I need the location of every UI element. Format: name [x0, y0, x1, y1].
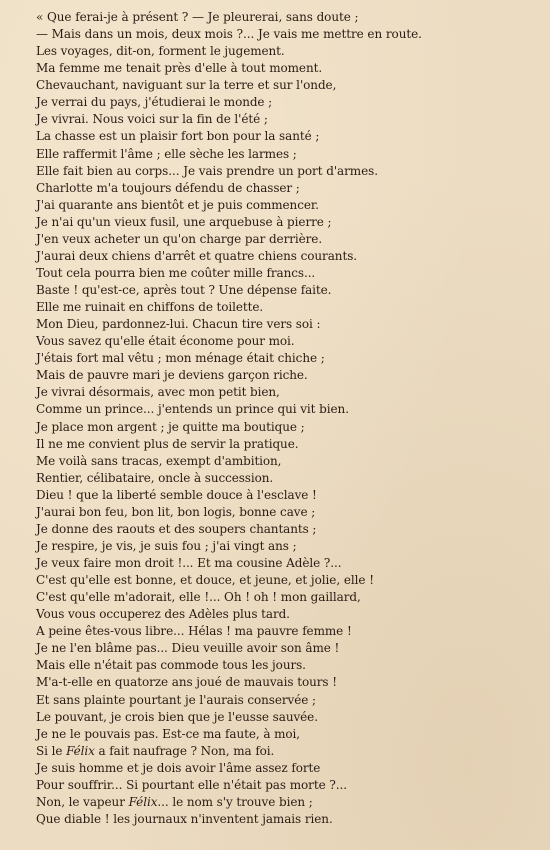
line-text: a fait naufrage ? Non, ma foi. [94, 743, 275, 758]
poem-line [36, 572, 548, 589]
poem-line [36, 777, 548, 794]
line-text: Je ne le pouvais pas. Est-ce ma faute, à moi, [36, 726, 301, 741]
line-text: Que diable ! les journaux n'inventent jamais rien. [36, 811, 333, 826]
poem-line [36, 231, 548, 248]
poem-line [36, 401, 548, 418]
line-text: Si le [36, 743, 67, 758]
line-text: J'aurai bon feu, bon lit, bon logis, bonne cave ; [36, 504, 316, 519]
italic-text: Félix [128, 794, 158, 809]
poem-line [36, 265, 548, 282]
line-text: Il ne me convient plus de servir la pratique. [36, 436, 299, 451]
poem-line [36, 589, 548, 606]
poem-line [36, 214, 548, 231]
poem-line [36, 419, 548, 436]
line-text: Pour souffrir... Si pourtant elle n'était pas morte ?... [36, 777, 347, 792]
poem-line [36, 674, 548, 691]
poem-line [36, 384, 548, 401]
line-text: Baste ! qu'est-ce, après tout ? Une dépense faite. [36, 283, 332, 297]
poem-line [36, 26, 548, 43]
poem-line [36, 197, 548, 214]
line-text: Me voilà sans tracas, exempt d'ambition, [36, 453, 282, 468]
poem-line [36, 282, 548, 299]
line-text: « Que ferai-je à présent ? — Je pleurerai, sans doute ; [36, 10, 359, 24]
poem-line [36, 692, 548, 709]
line-text: Dieu ! que la liberté semble douce à l'esclave ! [36, 487, 317, 502]
line-text: J'aurai deux chiens d'arrêt et quatre chiens courants. [36, 248, 358, 263]
line-text: Mon Dieu, pardonnez-lui. Chacun tire vers soi : [36, 317, 321, 332]
poem-line [36, 555, 548, 572]
line-text: Comme un prince... j'entends un prince qui vit bien. [36, 402, 349, 417]
poem-line [36, 367, 548, 384]
poem-line [36, 299, 548, 316]
poem-text [36, 9, 548, 828]
poem-line [36, 606, 548, 623]
line-text: Elle raffermit l'âme ; elle sèche les larmes ; [36, 146, 297, 161]
poem-line [36, 180, 548, 197]
line-text: Et sans plainte pourtant je l'aurais conservée ; [36, 692, 316, 707]
poem-line [36, 538, 548, 555]
poem-line [36, 470, 548, 487]
line-text: Tout cela pourra bien me coûter mille francs... [36, 265, 316, 280]
poem-line [36, 743, 548, 760]
poem-line [36, 504, 548, 521]
line-text: Chevauchant, naviguant sur la terre et sur l'onde, [36, 78, 337, 93]
line-text: J'ai quarante ans bientôt et je puis commencer. [36, 197, 319, 212]
poem-line [36, 726, 548, 743]
line-text: Vous vous occuperez des Adèles plus tard. [36, 607, 290, 622]
line-text: Le pouvant, je crois bien que je l'eusse sauvée. [36, 709, 318, 724]
line-text: A peine êtes-vous libre... Hélas ! ma pauvre femme ! [36, 624, 352, 639]
line-text: Je n'ai qu'un vieux fusil, une arquebuse à pierre ; [36, 214, 332, 229]
line-text: Je place mon argent ; je quitte ma boutique ; [36, 419, 305, 434]
line-text: Je vivrai. Nous voici sur la fin de l'été ; [36, 112, 268, 127]
poem-line [36, 453, 548, 470]
line-text: M'a-t-elle en quatorze ans joué de mauvais tours ! [36, 675, 337, 690]
poem-line [36, 333, 548, 350]
line-text: Je ne l'en blâme pas... Dieu veuille avoir son âme ! [36, 641, 340, 656]
line-text: Mais elle n'était pas commode tous les jours. [36, 658, 306, 673]
line-text: La chasse est un plaisir fort bon pour la santé ; [36, 129, 320, 144]
line-text: ... le nom s'y trouve bien ; [157, 794, 313, 809]
poem-line [36, 163, 548, 180]
line-text: Je verrai du pays, j'étudierai le monde ; [36, 95, 273, 110]
line-text: Mais de pauvre mari je deviens garçon riche. [36, 368, 308, 383]
poem-line [36, 657, 548, 674]
poem-line [36, 146, 548, 163]
poem-line [36, 128, 548, 145]
line-text: Je veux faire mon droit !... Et ma cousine Adèle ?... [36, 556, 342, 570]
poem-line [36, 487, 548, 504]
poem-line [36, 77, 548, 94]
line-text: J'étais fort mal vêtu ; mon ménage était chiche ; [36, 351, 325, 366]
line-text: Non, le vapeur [36, 794, 129, 809]
line-text: Charlotte m'a toujours défendu de chasser ; [36, 180, 300, 195]
poem-line [36, 9, 548, 26]
line-text: Je donne des raouts et des soupers chantants ; [36, 521, 317, 536]
poem-line [36, 709, 548, 726]
line-text: Les voyages, dit-on, forment le jugement. [36, 44, 285, 59]
line-text: — Mais dans un mois, deux mois ?... Je vais me mettre en route. [36, 27, 422, 42]
poem-line [36, 350, 548, 367]
line-text: Je respire, je vis, je suis fou ; j'ai vingt ans ; [36, 538, 297, 553]
line-text: C'est qu'elle est bonne, et douce, et jeune, et jolie, elle ! [36, 573, 374, 588]
poem-line [36, 43, 548, 60]
poem-line [36, 794, 548, 811]
line-text: Vous savez qu'elle était économe pour moi. [36, 334, 295, 349]
poem-line [36, 436, 548, 453]
poem-line [36, 521, 548, 538]
poem-line [36, 60, 548, 77]
poem-line [36, 811, 548, 828]
line-text: Je vivrai désormais, avec mon petit bien, [36, 385, 280, 400]
poem-line [36, 316, 548, 333]
poem-line [36, 760, 548, 777]
poem-line [36, 248, 548, 265]
poem-line [36, 94, 548, 111]
line-text: J'en veux acheter un qu'on charge par derrière. [36, 231, 323, 246]
poem-line [36, 623, 548, 640]
line-text: Elle me ruinait en chiffons de toilette. [36, 300, 264, 315]
italic-text: Félix [66, 743, 95, 758]
line-text: C'est qu'elle m'adorait, elle !... Oh ! oh ! mon gaillard, [36, 590, 361, 605]
poem-line [36, 111, 548, 128]
line-text: Je suis homme et je dois avoir l'âme assez forte [36, 760, 321, 775]
line-text: Elle fait bien au corps... Je vais prendre un port d'armes. [36, 163, 378, 178]
line-text: Ma femme me tenait près d'elle à tout moment. [36, 61, 323, 76]
line-text: Rentier, célibataire, oncle à succession. [36, 470, 274, 485]
poem-line [36, 640, 548, 657]
